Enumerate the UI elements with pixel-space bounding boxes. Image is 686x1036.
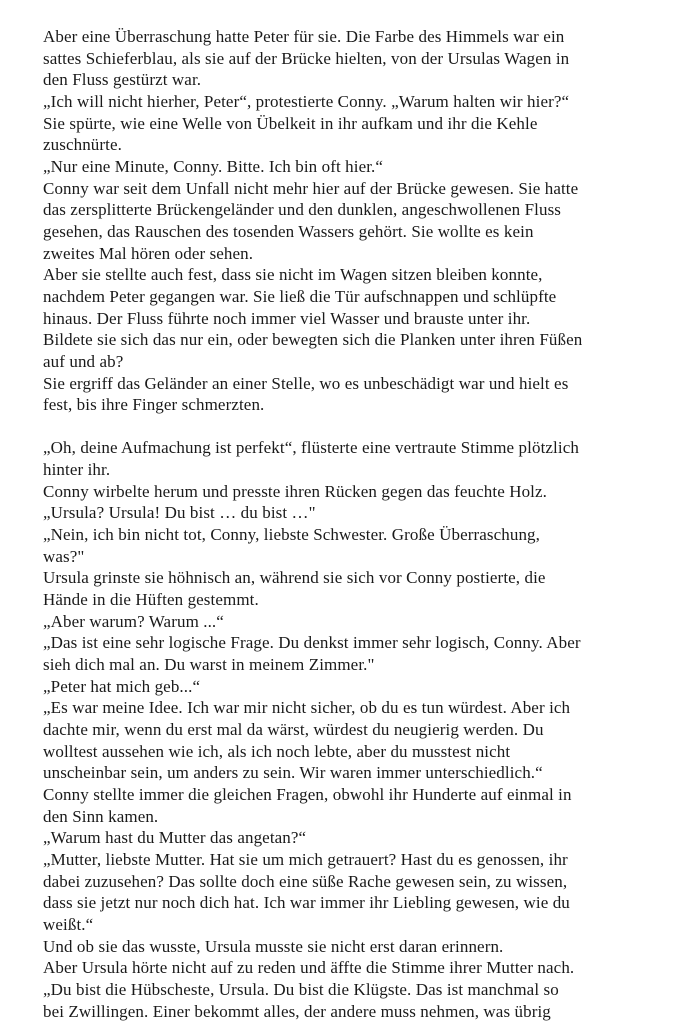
text-line: hinter ihr. [43,460,111,480]
text-line: was?" [43,546,85,566]
text-line: den Sinn kamen. [43,806,159,826]
text-line: Aber eine Überraschung hatte Peter für sie. Die Farbe des Himmels war ein [43,27,565,46]
text-line: Conny war seit dem Unfall nicht mehr hier auf der Brücke gewesen. Sie hatte [43,178,579,198]
text-line: „Warum hast du Mutter das angetan?“ [43,828,307,848]
text-line: „Das ist eine sehr logische Frage. Du denkst immer sehr logisch, Conny. Aber [43,633,581,653]
text-line: Conny stellte immer die gleichen Fragen, obwohl ihr Hunderte auf einmal in [43,784,572,804]
text-line: „Oh, deine Aufmachung ist perfekt“, flüsterte eine vertraute Stimme plötzlich [43,438,579,458]
text-line: „Du bist die Hübscheste, Ursula. Du bist die Klügste. Das ist manchmal so [43,979,559,999]
text-line: den Fluss gestürzt war. [43,70,202,90]
text-line: zuschnürte. [43,135,122,155]
text-line: sieh dich mal an. Du warst in meinem Zimmer." [43,655,375,675]
text-line: Hände in die Hüften gestemmt. [43,590,259,610]
text-line: wolltest aussehen wie ich, als ich noch lebte, aber du musstest nicht [43,741,511,761]
text-line: „Ursula? Ursula! Du bist … du bist …" [43,503,316,523]
text-line: Aber Ursula hörte nicht auf zu reden und äffte die Stimme ihrer Mutter nach. [43,958,575,978]
text-line: „Ich will nicht hierher, Peter“, protestierte Conny. „Warum halten wir hier?“ [43,91,570,111]
text-line: weißt.“ [43,914,94,934]
text-line: „Es war meine Idee. Ich war mir nicht sicher, ob du es tun würdest. Aber ich [43,698,571,718]
page-text [43,26,674,1022]
text-line: auf und ab? [43,351,124,371]
text-line: Und ob sie das wusste, Ursula musste sie nicht erst daran erinnern. [43,936,504,956]
text-line: Sie spürte, wie eine Welle von Übelkeit in ihr aufkam und ihr die Kehle [43,113,538,133]
text-line [43,416,674,438]
text-line: Conny wirbelte herum und presste ihren Rücken gegen das feuchte Holz. [43,481,547,501]
text-line: „Mutter, liebste Mutter. Hat sie um mich getrauert? Hast du es genossen, ihr [43,849,568,869]
text-line: „Peter hat mich geb...“ [43,676,201,696]
text-line: dachte mir, wenn du erst mal da wärst, würdest du neugierig werden. Du [43,720,544,739]
text-line: dass sie jetzt nur noch dich hat. Ich war immer ihr Liebling gewesen, wie du [43,893,570,913]
text-line: sattes Schieferblau, als sie auf der Brücke hielten, von der Ursulas Wagen in [43,48,570,68]
text-line: Aber sie stellte auch fest, dass sie nicht im Wagen sitzen bleiben konnte, [43,265,543,285]
text-line: das zersplitterte Brückengeländer und den dunklen, angeschwollenen Fluss [43,200,561,220]
text-line: dabei zuzusehen? Das sollte doch eine süße Rache gewesen sein, zu wissen, [43,871,568,891]
text-line: nachdem Peter gegangen war. Sie ließ die Tür aufschnappen und schlüpfte [43,286,557,306]
text-line: „Nur eine Minute, Conny. Bitte. Ich bin oft hier.“ [43,156,384,176]
text-line: Bildete sie sich das nur ein, oder bewegten sich die Planken unter ihren Füßen [43,330,583,350]
text-line: bei Zwillingen. Einer bekommt alles, der andere muss nehmen, was übrig [43,1001,551,1021]
text-line: „Nein, ich bin nicht tot, Conny, liebste Schwester. Große Überraschung, [43,525,540,545]
text-line: zweites Mal hören oder sehen. [43,243,254,263]
text-line: unscheinbar sein, um anders zu sein. Wir waren immer unterschiedlich.“ [43,763,543,783]
text-line: fest, bis ihre Finger schmerzten. [43,395,265,415]
text-line: „Aber warum? Warum ...“ [43,611,224,631]
text-line: gesehen, das Rauschen des tosenden Wassers gehört. Sie wollte es kein [43,221,534,241]
text-line: Ursula grinste sie höhnisch an, während sie sich vor Conny postierte, die [43,568,546,588]
text-line: Sie ergriff das Geländer an einer Stelle, wo es unbeschädigt war und hielt es [43,373,569,393]
text-line: hinaus. Der Fluss führte noch immer viel Wasser und brauste unter ihr. [43,308,531,328]
